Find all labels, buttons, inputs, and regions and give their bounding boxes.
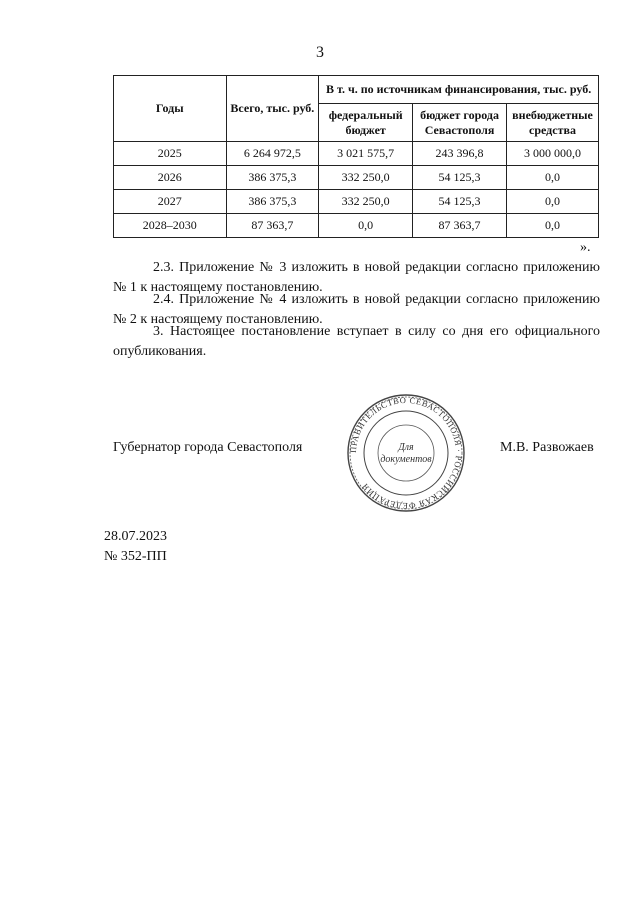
paragraph-3: 3. Настоящее постановление вступает в силу со дня его официального опубликования. <box>113 324 600 359</box>
cell-year: 2027 <box>114 190 227 214</box>
header-total: Всего, тыс. руб. <box>226 76 319 142</box>
signatory-position: Губернатор города Севастополя <box>113 440 303 455</box>
seal-outer-text: ПРАВИТЕЛЬСТВО СЕВАСТОПОЛЯ · РОССИЙСКАЯ ФЕДЕРАЦИЯ <box>347 394 465 512</box>
table-row <box>114 190 599 214</box>
header-years: Годы <box>114 76 227 142</box>
cell-city: 87 363,7 <box>413 214 507 238</box>
closing-quote: ». <box>580 240 591 255</box>
cell-federal: 3 021 575,7 <box>319 142 413 166</box>
financing-table <box>113 75 599 238</box>
table-row <box>114 214 599 238</box>
header-federal: федеральный бюджет <box>319 104 413 142</box>
header-city: бюджет города Севастополя <box>413 104 507 142</box>
table-header-row <box>114 76 599 104</box>
cell-offbudget: 0,0 <box>507 166 599 190</box>
table-row <box>114 166 599 190</box>
page-number: 3 <box>316 44 324 61</box>
cell-total: 386 375,3 <box>226 166 319 190</box>
cell-federal: 332 250,0 <box>319 190 413 214</box>
signatory-name: М.В. Развожаев <box>500 440 594 455</box>
cell-offbudget: 3 000 000,0 <box>507 142 599 166</box>
document-date: 28.07.2023 <box>104 529 167 544</box>
seal-graphic <box>345 392 467 514</box>
table-row <box>114 142 599 166</box>
document-footer <box>104 527 167 567</box>
cell-federal: 332 250,0 <box>319 166 413 190</box>
document-number: № 352-ПП <box>104 549 167 564</box>
official-seal <box>345 392 467 514</box>
cell-city: 243 396,8 <box>413 142 507 166</box>
cell-city: 54 125,3 <box>413 190 507 214</box>
cell-offbudget: 0,0 <box>507 190 599 214</box>
cell-year: 2028–2030 <box>114 214 227 238</box>
seal-center-line2: документов <box>380 454 432 465</box>
cell-year: 2025 <box>114 142 227 166</box>
cell-offbudget: 0,0 <box>507 214 599 238</box>
cell-total: 386 375,3 <box>226 190 319 214</box>
cell-city: 54 125,3 <box>413 166 507 190</box>
header-sources-group: В т. ч. по источникам финансирования, тыс. руб. <box>319 76 599 104</box>
cell-federal: 0,0 <box>319 214 413 238</box>
header-offbudget: внебюджетные средства <box>507 104 599 142</box>
paragraph-2-4: 2.4. Приложение № 4 изложить в новой редакции согласно приложению № 2 к настоящему постановлению. <box>113 292 600 327</box>
cell-year: 2026 <box>114 166 227 190</box>
cell-total: 87 363,7 <box>226 214 319 238</box>
paragraph-2-3: 2.3. Приложение № 3 изложить в новой редакции согласно приложению № 1 к настоящему постановлению. <box>113 260 600 295</box>
cell-total: 6 264 972,5 <box>226 142 319 166</box>
seal-center-line1: Для <box>398 442 414 453</box>
